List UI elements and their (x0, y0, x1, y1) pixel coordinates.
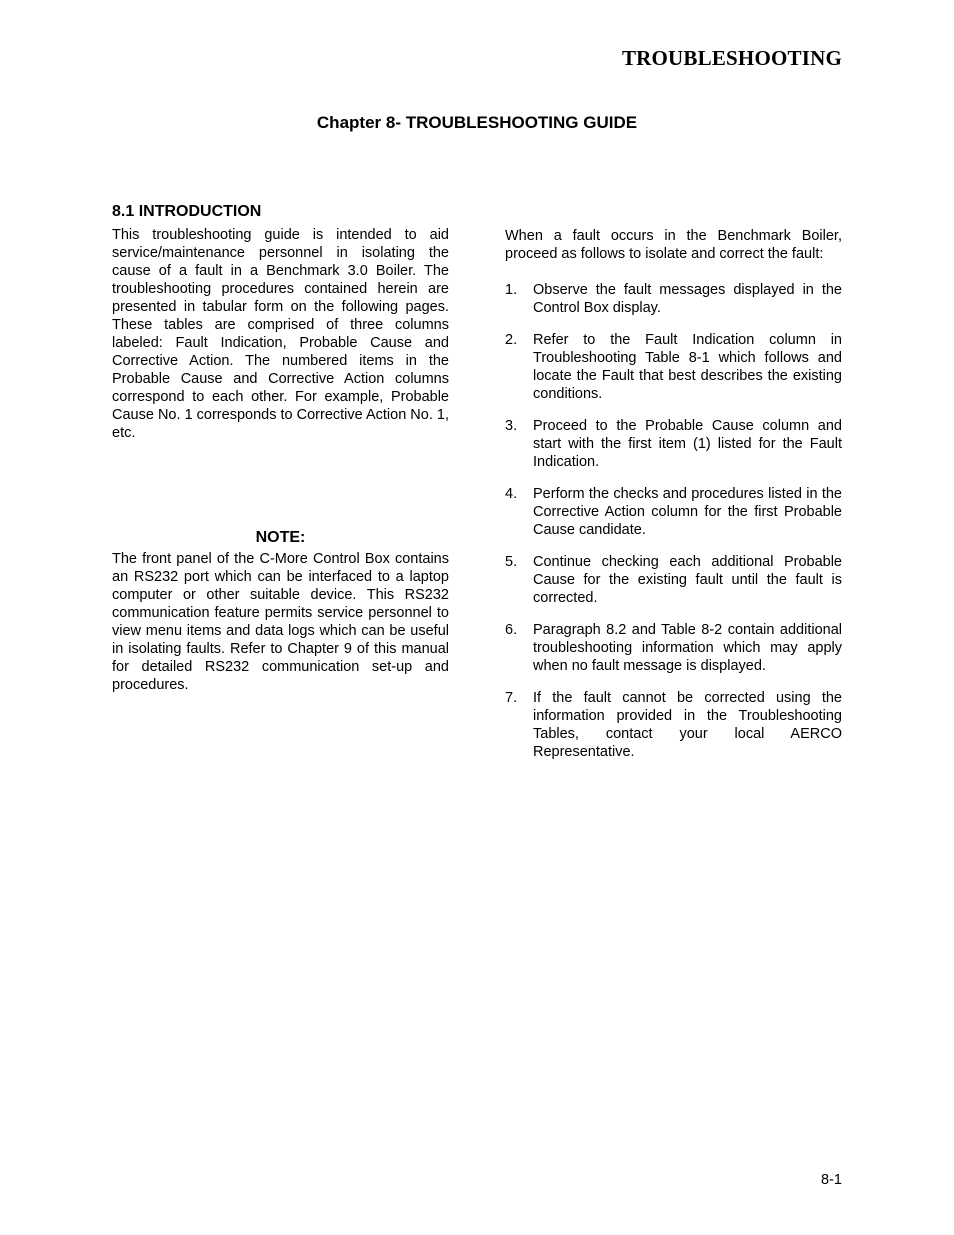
step-text: Continue checking each additional Probable Cause for the existing fault until the fault is corrected. (533, 554, 842, 606)
step-number: 6. (505, 622, 518, 638)
chapter-title: Chapter 8- TROUBLESHOOTING GUIDE (316, 113, 638, 132)
step-text: Paragraph 8.2 and Table 8-2 contain additional troubleshooting information which may apply when no fault message is displayed. (533, 622, 842, 674)
step-number: 4. (505, 486, 518, 502)
section-heading-introduction: 8.1 INTRODUCTION (112, 203, 262, 220)
step-text: Proceed to the Probable Cause column and start with the first item (1) listed for the Fault Indication. (533, 418, 842, 470)
page-number: 8-1 (821, 1172, 842, 1188)
step-number: 7. (505, 690, 518, 706)
step-number: 2. (505, 332, 518, 348)
list-item (505, 331, 842, 403)
list-item (505, 417, 842, 471)
step-number: 5. (505, 554, 518, 570)
list-item (505, 485, 842, 539)
step-number: 1. (505, 282, 518, 298)
header-title: TROUBLESHOOTING (621, 46, 842, 70)
right-column (505, 227, 842, 775)
list-item (505, 621, 842, 675)
procedure-steps (505, 281, 842, 761)
step-number: 3. (505, 418, 518, 434)
list-item (505, 281, 842, 317)
step-text: Refer to the Fault Indication column in Troubleshooting Table 8-1 which follows and locate the Fault that best describes the existing conditions. (533, 332, 842, 402)
note-heading: NOTE: (255, 529, 306, 546)
step-text: Perform the checks and procedures listed in the Corrective Action column for the first Probable Cause candidate. (533, 486, 842, 538)
list-item (505, 689, 842, 761)
procedure-intro: When a fault occurs in the Benchmark Boiler, proceed as follows to isolate and correct the fault: (505, 228, 842, 262)
note-paragraph: The front panel of the C-More Control Box contains an RS232 port which can be interfaced to a laptop computer or other suitable device. This RS232 communication feature permits service personnel to view menu items and data logs which can be useful in isolating faults. Refer to Chapter 9 of this manual for detailed RS232 communication set-up and procedures. (112, 551, 449, 693)
introduction-paragraph: This troubleshooting guide is intended to aid service/maintenance personnel in isolating the cause of a fault in a Benchmark 3.0 Boiler. The troubleshooting procedures contained herein are presented in tabular form on the following pages. These tables are comprised of three columns labeled: Fault Indication, Probable Cause and Corrective Action. The numbered items in the Probable Cause and Corrective Action columns correspond to each other. For example, Probable Cause No. 1 corresponds to Corrective Action No. 1, etc. (112, 227, 449, 441)
list-item (505, 553, 842, 607)
left-column (112, 203, 449, 694)
step-text: Observe the fault messages displayed in the Control Box display. (533, 282, 842, 316)
step-text: If the fault cannot be corrected using the information provided in the Troubleshooting Tables, contact your local AERCO Representative. (533, 690, 842, 760)
